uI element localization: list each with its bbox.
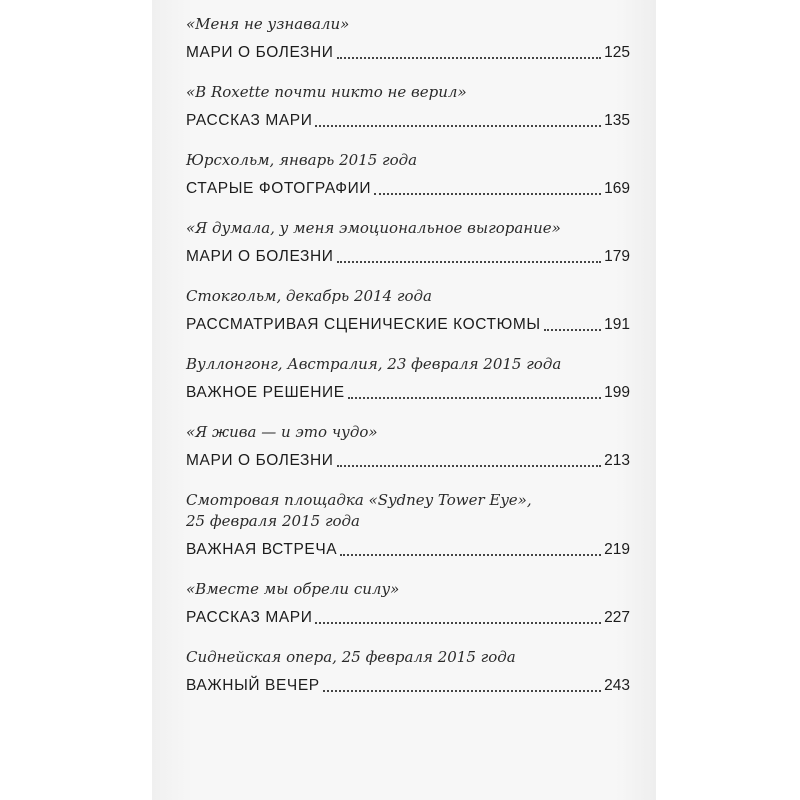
toc-entry-title: РАССМАТРИВАЯ СЦЕНИЧЕСКИЕ КОСТЮМЫ: [186, 316, 541, 333]
toc-entry-line: [186, 43, 630, 63]
toc-entry-page-number: 125: [604, 44, 630, 61]
toc-entry: [186, 422, 630, 471]
toc-entry: [186, 490, 630, 560]
toc-entry-page-number: 227: [604, 609, 630, 626]
toc-entry-title: РАССКАЗ МАРИ: [186, 609, 313, 626]
toc-entry-line: [186, 179, 630, 199]
toc-entry: [186, 647, 630, 696]
toc-entry-subtitle: «В Roxette почти никто не верил»: [186, 83, 467, 101]
toc-entry-subtitle: «Я жива — и это чудо»: [186, 423, 378, 441]
toc-entry-subtitle: Юрсхольм, январь 2015 года: [186, 151, 418, 169]
toc-entry: [186, 354, 630, 403]
toc-entry-subtitle: Вуллонгонг, Австралия, 23 февраля 2015 года: [186, 355, 562, 373]
toc-entry-title: МАРИ О БОЛЕЗНИ: [186, 44, 334, 61]
toc-entry-line: [186, 111, 630, 131]
dot-leader: [348, 397, 601, 399]
toc-entry-subtitle: «Меня не узнавали»: [186, 15, 350, 33]
toc-entry-line: [186, 608, 630, 628]
dot-leader: [337, 261, 602, 263]
toc-entry: [186, 82, 630, 131]
toc-entry: [186, 218, 630, 267]
dot-leader: [315, 622, 601, 624]
toc-entry-title: МАРИ О БОЛЕЗНИ: [186, 452, 334, 469]
toc-entry: [186, 286, 630, 335]
toc-entry-line: [186, 540, 630, 560]
toc-entry-page-number: 243: [604, 677, 630, 694]
dot-leader: [374, 193, 601, 195]
toc-entry-page-number: 169: [604, 180, 630, 197]
toc-entry-page-number: 219: [604, 541, 630, 558]
toc-entry-subtitle: Сиднейская опера, 25 февраля 2015 года: [186, 648, 516, 666]
toc-entry-line: [186, 451, 630, 471]
toc-entry-line: [186, 315, 630, 335]
toc-entry-title: ВАЖНОЕ РЕШЕНИЕ: [186, 384, 345, 401]
dot-leader: [337, 57, 602, 59]
toc-entry-title: РАССКАЗ МАРИ: [186, 112, 313, 129]
toc-entry-page-number: 213: [604, 452, 630, 469]
table-of-contents: [186, 14, 630, 715]
dot-leader: [323, 690, 601, 692]
toc-entry: [186, 14, 630, 63]
toc-entry-page-number: 199: [604, 384, 630, 401]
toc-entry: [186, 579, 630, 628]
dot-leader: [544, 329, 601, 331]
toc-entry-title: ВАЖНАЯ ВСТРЕЧА: [186, 541, 338, 558]
toc-entry-line: [186, 247, 630, 267]
toc-entry-subtitle: «Я думала, у меня эмоциональное выгорание»: [186, 219, 561, 237]
toc-entry-page-number: 179: [604, 248, 630, 265]
toc-entry-title: ВАЖНЫЙ ВЕЧЕР: [186, 677, 320, 694]
toc-entry-title: СТАРЫЕ ФОТОГРАФИИ: [186, 180, 372, 197]
toc-entry-subtitle: «Вместе мы обрели силу»: [186, 580, 400, 598]
toc-entry-title: МАРИ О БОЛЕЗНИ: [186, 248, 334, 265]
toc-entry: [186, 150, 630, 199]
dot-leader: [337, 465, 602, 467]
dot-leader: [340, 554, 601, 556]
toc-entry-line: [186, 676, 630, 696]
toc-entry-page-number: 191: [604, 316, 630, 333]
toc-entry-page-number: 135: [604, 112, 630, 129]
toc-entry-subtitle: Смотровая площадка «Sydney Tower Eye», 25 февраля 2015 года: [186, 491, 532, 530]
toc-entry-subtitle: Стокгольм, декабрь 2014 года: [186, 287, 432, 305]
dot-leader: [315, 125, 601, 127]
toc-entry-line: [186, 383, 630, 403]
